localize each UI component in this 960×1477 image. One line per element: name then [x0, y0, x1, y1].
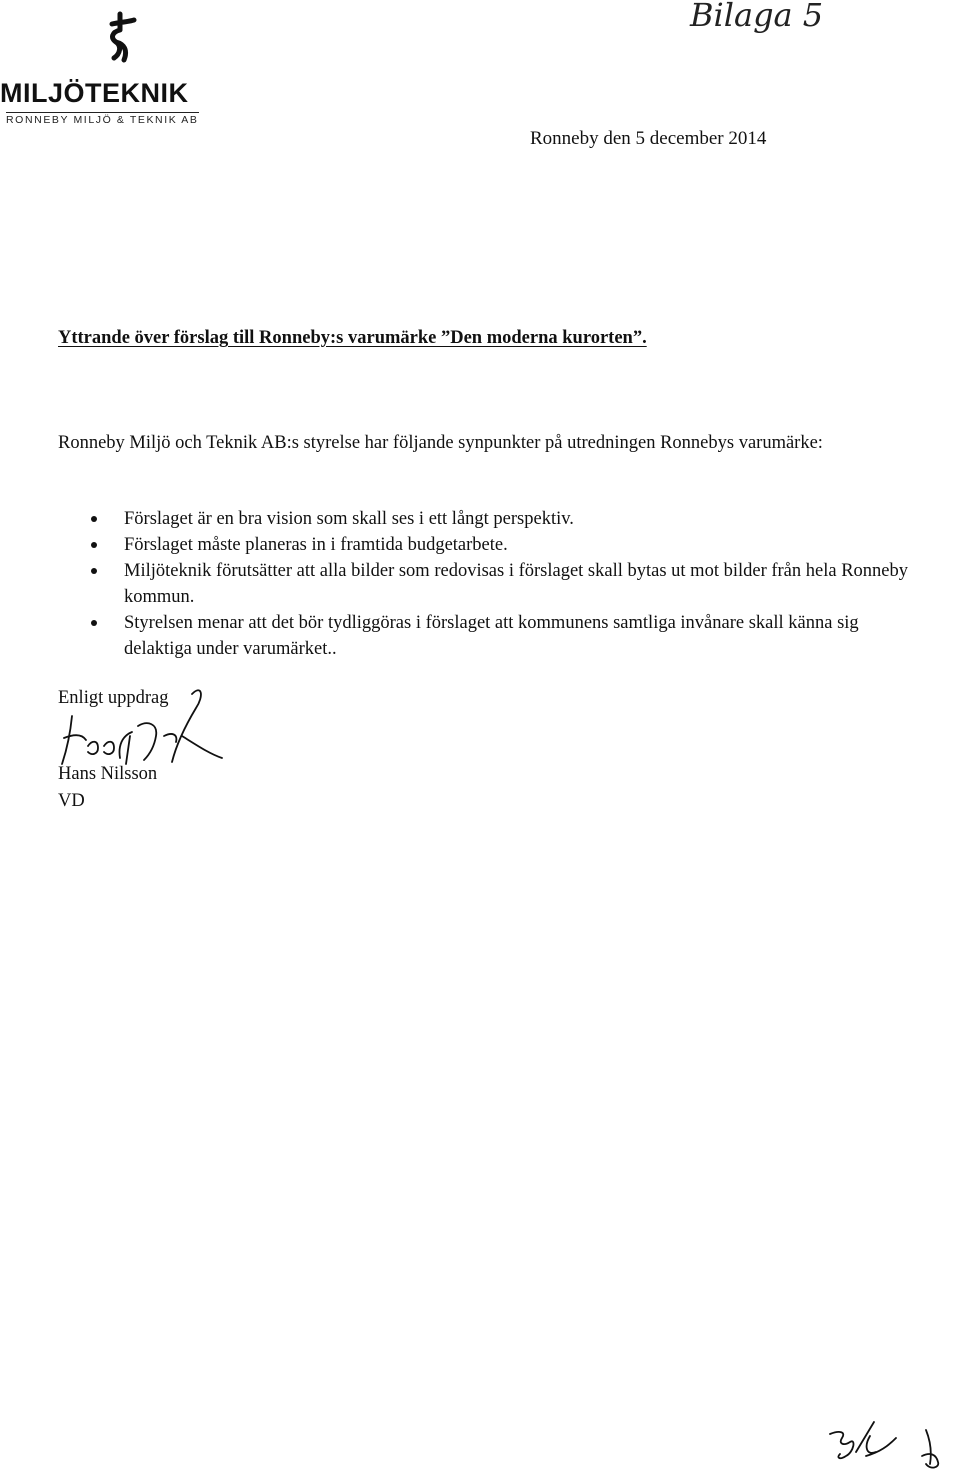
bullet-icon [91, 620, 97, 626]
list-item-text: Förslaget är en bra vision som skall ses i ett långt perspektiv. [124, 509, 574, 529]
bullet-icon [91, 516, 97, 522]
list-item [88, 506, 908, 532]
bullet-icon [91, 542, 97, 548]
signature-icon [52, 676, 232, 772]
bullet-icon [91, 568, 97, 574]
bullet-list [88, 506, 908, 662]
document-title: Yttrande över förslag till Ronneby:s varumärke ”Den moderna kurorten”. [58, 328, 647, 348]
handwritten-annotation: Bilaga 5 [690, 0, 824, 34]
list-item-text: Miljöteknik förutsätter att alla bilder som redovisas i förslaget skall bytas ut mot bilder från hela Ronneby kommun. [124, 561, 909, 607]
date-line: Ronneby den 5 december 2014 [530, 128, 767, 149]
company-logo-name: MILJÖTEKNIK [0, 78, 189, 108]
signer-title: VD [58, 791, 85, 811]
list-item-text: Styrelsen menar att det bör tydliggöras i förslaget att kommunens samtliga invånare skall känna sig delaktiga under varumärket.. [124, 613, 859, 659]
company-logo-subtitle: RONNEBY MILJÖ & TEKNIK AB [6, 114, 199, 126]
list-item [88, 610, 908, 662]
intro-paragraph: Ronneby Miljö och Teknik AB:s styrelse har följande synpunkter på utredningen Ronnebys varumärke: [58, 433, 823, 453]
signer-name: Hans Nilsson [58, 764, 158, 784]
list-item-text: Förslaget måste planeras in i framtida budgetarbete. [124, 535, 508, 555]
handwritten-initials-icon [826, 1412, 956, 1472]
list-item [88, 558, 908, 610]
logo-mark-icon [100, 10, 140, 70]
list-item [88, 532, 908, 558]
closing-text: Enligt uppdrag [58, 688, 169, 708]
